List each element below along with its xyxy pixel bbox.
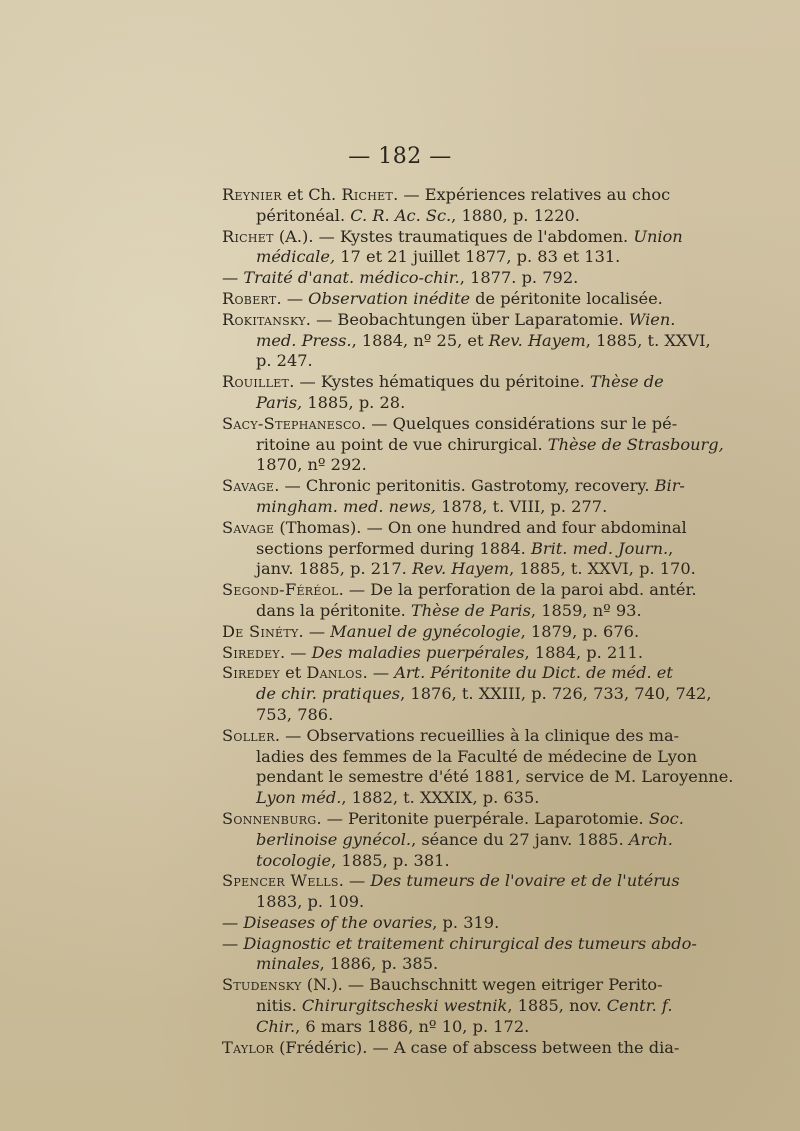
bibliography-line (222, 663, 673, 684)
text-run: , 1882, t. XXXIX, p. 635. (341, 788, 540, 808)
author-name: Studensky (222, 975, 302, 995)
italic-title: Chir. (256, 1016, 296, 1036)
bibliography-line (222, 1017, 662, 1038)
italic-title: Arch. (628, 829, 673, 849)
text-run: de péritonite localisée. (470, 288, 663, 308)
italic-title: Brit. med. Journ. (530, 538, 669, 558)
text-run: , 1885, nov. (507, 996, 607, 1016)
bibliography-line (222, 434, 724, 456)
bibliography-line (222, 580, 697, 601)
text-run: , 1877. p. 792. (459, 268, 579, 288)
text-run: pendant le semestre d'été 1881, service de M. Laroyenne. (256, 767, 734, 787)
bibliography-line (222, 309, 676, 331)
page-number: — 182 — (348, 144, 452, 169)
text-run: . — Beobachtungen über Laparatomie. (305, 309, 629, 329)
author-name: Savage (222, 476, 275, 496)
author-name: Richet (341, 185, 394, 204)
italic-title: C. R. Ac. Sc. (350, 205, 452, 225)
bibliography-line (222, 351, 662, 372)
text-run: p. 247. (256, 351, 313, 371)
bibliography-line (222, 767, 734, 788)
text-run: (N.). — Bauchschnitt wegen eitriger Perito- (301, 975, 663, 995)
text-run: . — Chronic peritonitis. Gastrotomy, recovery. (274, 476, 655, 496)
bibliography-line (222, 559, 696, 580)
author-name: Sonnenburg (222, 808, 317, 828)
italic-title: Bir- (654, 476, 685, 496)
italic-title: Thèse de Paris (410, 600, 531, 620)
text-run: ladies des femmes de la Faculté de médecine de Lyon (256, 746, 698, 766)
author-name: Richet (222, 226, 274, 246)
bibliography-line (222, 829, 673, 851)
author-name: Siredey (222, 642, 280, 662)
bibliography-line (222, 851, 662, 872)
bibliography-line (222, 643, 662, 664)
author-name: Savage (222, 517, 275, 537)
text-run: , 1884, p. 211. (524, 642, 643, 662)
bibliography-line (222, 393, 662, 414)
bibliography-line (222, 413, 678, 435)
text-run: 1878, t. VIII, p. 277. (435, 496, 608, 516)
text-run: , 1876, t. XXIII, p. 726, 733, 740, 742, (400, 684, 712, 704)
text-run: — (222, 268, 244, 288)
text-run: . — (276, 288, 309, 308)
bibliography-line (222, 933, 697, 955)
text-run: — (222, 933, 244, 953)
text-run: janv. 1885, p. 217. (256, 559, 412, 579)
text-run: dans la péritonite. (256, 600, 411, 620)
text-run: — (222, 912, 244, 932)
bibliography-line (222, 601, 662, 622)
author-name: Robert (222, 288, 277, 308)
text-run: 753, 786. (256, 704, 334, 724)
author-name: Rouillet (222, 372, 290, 392)
bibliography-line (222, 725, 680, 747)
author-name: De Sinéty (222, 621, 299, 641)
text-run: . — (298, 621, 331, 641)
italic-title: Rev. Hayem (411, 559, 510, 579)
italic-title: tocologie (256, 850, 332, 870)
bibliography-line (222, 892, 662, 913)
italic-title: Union (633, 226, 683, 246)
bibliography-list (222, 185, 734, 1058)
bibliography-line (222, 1037, 680, 1059)
italic-title: Diseases of the ovaries (243, 912, 433, 932)
text-run: , 1879, p. 676. (520, 621, 640, 641)
bibliography-line (222, 913, 662, 934)
text-run: . — Peritonite puerpérale. Laparotomie. (316, 808, 649, 828)
italic-title: Thèse de (589, 372, 664, 392)
bibliography-line (222, 455, 662, 476)
author-name: Rokitansky (222, 309, 306, 329)
text-run: sections performed during 1884. (256, 538, 531, 558)
bibliography-line (222, 788, 662, 809)
text-run: . — De la perforation de la paroi abd. antér. (338, 580, 697, 600)
bibliography-line (222, 746, 698, 768)
text-run: 1870, nº 292. (256, 455, 367, 475)
text-run: et Ch. (281, 185, 342, 204)
bibliography-line (222, 247, 662, 268)
italic-title: Thèse de Strasbourg, (547, 434, 724, 454)
italic-title: Des maladies puerpérales (311, 642, 525, 662)
italic-title: Traité d'anat. médico-chir. (243, 268, 460, 288)
author-name: Segond-Féréol (222, 580, 339, 600)
bibliography-line (222, 476, 685, 497)
italic-title: Wien. (628, 309, 676, 329)
text-run: 1883, p. 109. (256, 892, 365, 912)
text-run: , 1880, p. 1220. (451, 205, 580, 225)
bibliography-line (222, 206, 662, 227)
text-run: (A.). — Kystes traumatiques de l'abdomen. (273, 226, 634, 246)
italic-title: med. Press. (256, 330, 352, 350)
text-run: nitis. (256, 996, 302, 1016)
text-run: péritonéal. (256, 205, 351, 225)
text-run: . — Observations recueillies à la clinique des ma- (274, 725, 680, 745)
italic-title: Rev. Hayem (488, 330, 586, 350)
bibliography-line (222, 497, 662, 518)
text-run: , 1886, p. 385. (319, 954, 439, 974)
text-run: (Thomas). — On one hundred and four abdominal (274, 517, 687, 537)
text-run: , 1884, nº 25, et (351, 330, 489, 350)
bibliography-line (222, 517, 687, 539)
bibliography-line (222, 705, 662, 726)
text-run: ritoine au point de vue chirurgical. (256, 434, 548, 454)
bibliography-line (222, 289, 662, 310)
text-run: , 1859, nº 93. (530, 600, 642, 620)
text-run: 17 et 21 juillet 1877, p. 83 et 131. (335, 247, 621, 267)
text-run: , p. 319. (432, 912, 500, 932)
text-run: , (668, 538, 674, 558)
author-name: Danlos (306, 663, 363, 683)
text-run: , séance du 27 janv. 1885. (411, 829, 629, 849)
bibliography-line (222, 808, 684, 830)
bibliography-line (222, 871, 680, 892)
text-run: . — (338, 871, 371, 891)
italic-title: Paris, (256, 392, 303, 412)
bibliography-line (222, 268, 662, 289)
italic-title: de chir. pratiques (256, 684, 401, 704)
italic-title: Des tumeurs de l'ovaire et de l'utérus (370, 871, 680, 891)
text-run: . — Kystes hématiques du péritoine. (289, 372, 590, 392)
bibliography-line (222, 996, 673, 1017)
text-run: . — Expériences relatives au choc (393, 185, 671, 204)
italic-title: minales (256, 954, 320, 974)
bibliography-line (222, 975, 662, 996)
bibliography-line (222, 226, 683, 248)
text-run: . — Quelques considérations sur le pé- (361, 413, 678, 433)
italic-title: mingham. med. news, (256, 496, 436, 516)
text-run: , 1885, p. 381. (331, 850, 450, 870)
text-run: et (279, 663, 307, 683)
bibliography-line (222, 185, 671, 206)
author-name: Sacy-Stephanesco (222, 413, 361, 433)
italic-title: Manuel de gynécologie (330, 621, 521, 641)
italic-title: médicale, (256, 247, 336, 267)
bibliography-line (222, 538, 674, 560)
bibliography-line (222, 330, 711, 352)
author-name: Taylor (222, 1037, 274, 1057)
text-run: , 1885, t. XXVI, p. 170. (509, 559, 696, 579)
italic-title: Centr. f. (606, 996, 673, 1016)
bibliography-line (222, 372, 662, 393)
bibliography-line (222, 684, 712, 705)
italic-title: Chirurgitscheski westnik (301, 996, 508, 1016)
text-run: . — (279, 642, 312, 662)
text-run: 1885, p. 28. (302, 392, 406, 412)
author-name: Siredey (222, 663, 280, 683)
bibliography-line (222, 622, 662, 643)
bibliography-line (222, 954, 662, 975)
author-name: Spencer Wells (222, 871, 339, 891)
text-run: . — (362, 663, 395, 683)
text-run: , 1885, t. XXVI, (585, 330, 711, 350)
italic-title: Observation inédite (308, 288, 471, 308)
author-name: Soller (222, 725, 275, 745)
text-run: (Frédéric). — A case of abscess between the dia- (273, 1037, 680, 1057)
text-run: , 6 mars 1886, nº 10, p. 172. (295, 1016, 530, 1036)
italic-title: Soc. (648, 808, 684, 828)
italic-title: Art. Péritonite du Dict. de méd. et (394, 663, 673, 683)
author-name: Reynier (222, 185, 282, 204)
italic-title: berlinoise gynécol. (256, 829, 412, 849)
italic-title: Diagnostic et traitement chirurgical des tumeurs abdo- (243, 933, 697, 953)
italic-title: Lyon méd. (256, 788, 342, 808)
